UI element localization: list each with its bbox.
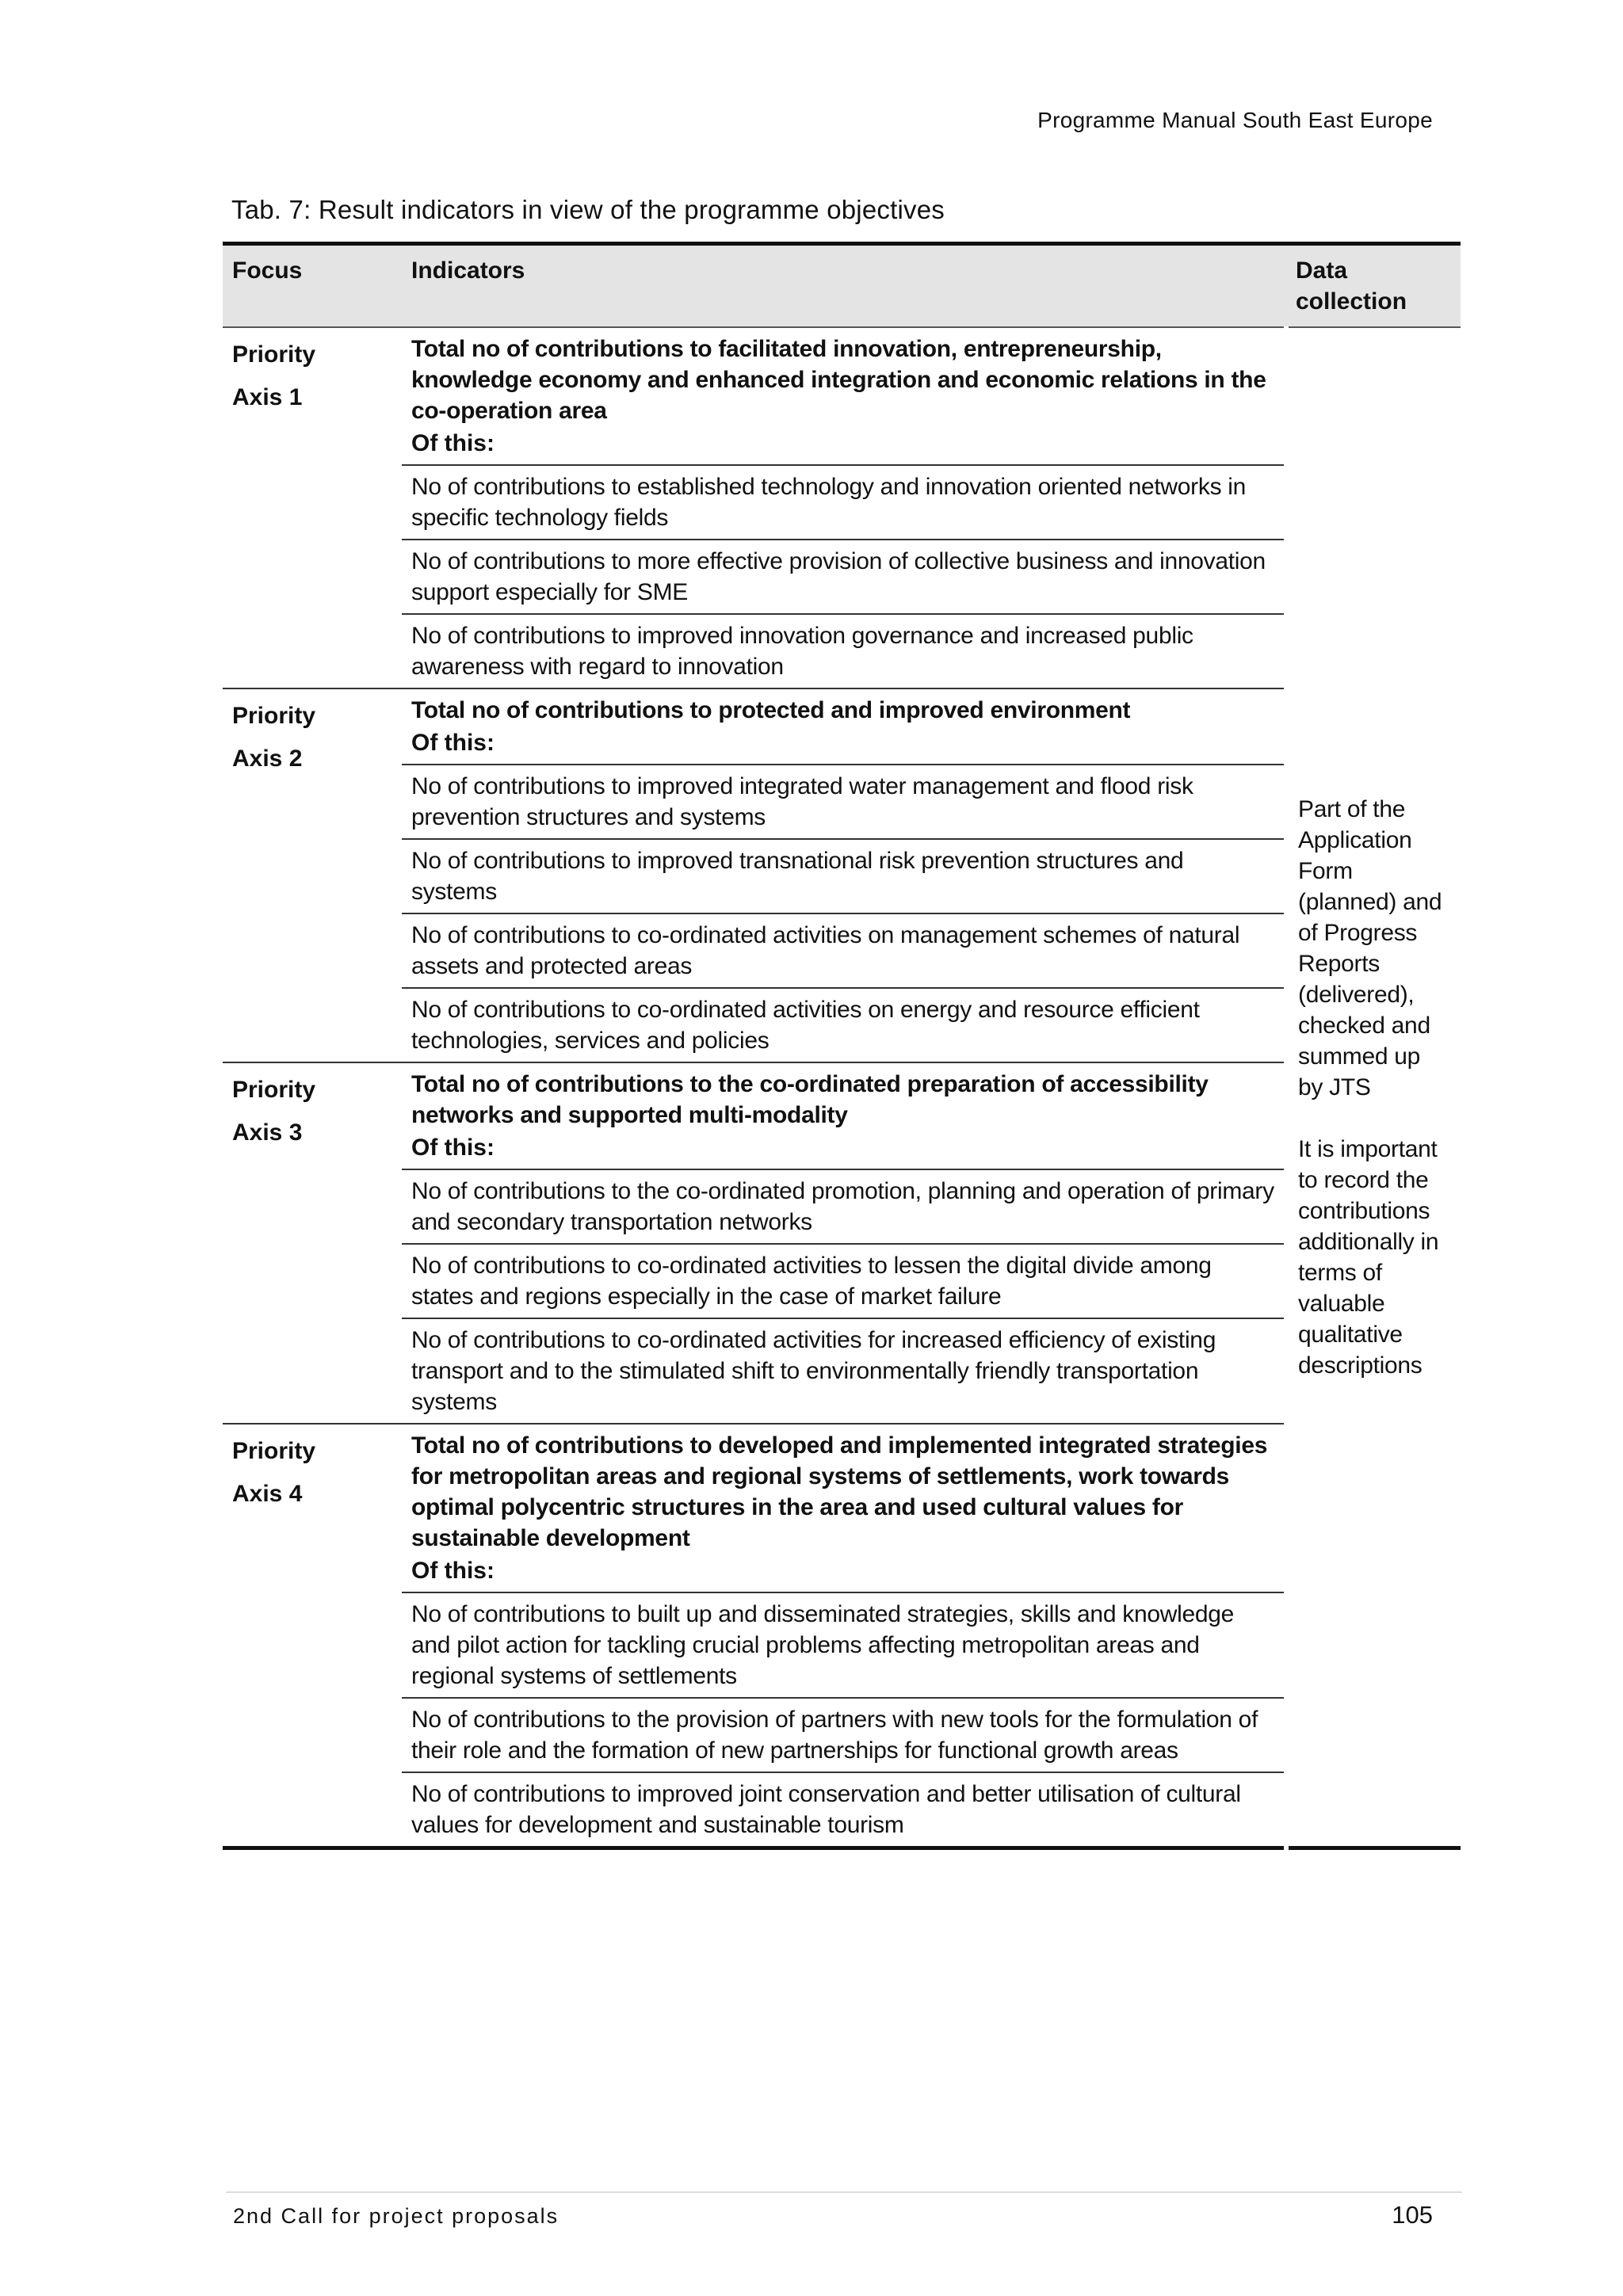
footer-divider bbox=[226, 2191, 1462, 2193]
total-indicator-axis-4: Total no of contributions to developed and implemented integrated strategies for metropolitan areas and regional systems of settlements, work towards optimal polycentric structures in the area and used cultural values for sustainable development bbox=[402, 1424, 1286, 1555]
focus-cell-axis-1 bbox=[223, 327, 402, 688]
table-row bbox=[223, 1062, 1461, 1132]
footer-document-title: 2nd Call for project proposals bbox=[233, 2204, 559, 2228]
indicator-item: No of contributions to improved integrated water management and flood risk prevention structures and systems bbox=[402, 765, 1286, 839]
indicator-item: No of contributions to improved innovation governance and increased public awareness with regard to innovation bbox=[402, 614, 1286, 688]
indicator-item: No of contributions to the co-ordinated promotion, planning and operation of primary and secondary transportation networks bbox=[402, 1169, 1286, 1244]
result-indicators-table bbox=[223, 242, 1461, 1850]
data-collection-cell bbox=[1286, 327, 1461, 1848]
table-row bbox=[223, 765, 1461, 839]
table-row bbox=[223, 1555, 1461, 1592]
table-row bbox=[223, 428, 1461, 465]
indicator-item: No of contributions to the provision of partners with new tools for the formulation of their role and the formation of new partnerships for functional growth areas bbox=[402, 1698, 1286, 1772]
table-row bbox=[223, 1592, 1461, 1698]
table-row bbox=[223, 614, 1461, 688]
page-number: 105 bbox=[1392, 2201, 1433, 2229]
table-row bbox=[223, 1424, 1461, 1555]
data-collection-text: Part of the Application Form (planned) and of Progress Reports (delivered), checked and summed up by JTS bbox=[1298, 795, 1442, 1100]
focus-cell-axis-2 bbox=[223, 688, 402, 1062]
total-indicator-axis-3: Total no of contributions to the co-ordinated preparation of accessibility networks and supported multi-modality bbox=[402, 1062, 1286, 1132]
table-row bbox=[223, 988, 1461, 1062]
focus-cell-axis-3 bbox=[223, 1062, 402, 1424]
of-this-label: Of this: bbox=[411, 1135, 495, 1161]
indicator-item: No of contributions to improved joint conservation and better utilisation of cultural values for development and sustainable tourism bbox=[402, 1772, 1286, 1848]
indicator-item: No of contributions to co-ordinated activities on management schemes of natural assets and protected areas bbox=[402, 913, 1286, 988]
table-row bbox=[223, 913, 1461, 988]
indicator-item: No of contributions to built up and disseminated strategies, skills and knowledge and pilot action for tackling crucial problems affecting metropolitan areas and regional systems of settlements bbox=[402, 1592, 1286, 1698]
table-header-row bbox=[223, 244, 1461, 328]
focus-priority-label: Priority bbox=[232, 703, 316, 729]
table-row bbox=[223, 688, 1461, 727]
indicator-item: No of contributions to co-ordinated activities to lessen the digital divide among states and regions especially in the case of market failure bbox=[402, 1244, 1286, 1318]
table-row bbox=[223, 327, 1461, 428]
table-row bbox=[223, 839, 1461, 913]
of-this-label: Of this: bbox=[411, 430, 495, 456]
column-header-focus: Focus bbox=[223, 244, 402, 328]
table-row bbox=[223, 1244, 1461, 1318]
table-row bbox=[223, 1169, 1461, 1244]
data-collection-note: It is important to record the contributions additionally in terms of valuable qualitative descriptions bbox=[1298, 1135, 1439, 1379]
total-indicator-axis-1: Total no of contributions to facilitated innovation, entrepreneurship, knowledge economy and enhanced integration and economic relations in the co-operation area bbox=[402, 327, 1286, 428]
total-indicator-axis-2: Total no of contributions to protected and improved environment bbox=[402, 688, 1286, 727]
of-this-label: Of this: bbox=[411, 730, 495, 756]
focus-priority-label: Priority bbox=[232, 341, 316, 368]
indicator-item: No of contributions to co-ordinated activities on energy and resource efficient technologies, services and policies bbox=[402, 988, 1286, 1062]
focus-priority-label: Priority bbox=[232, 1438, 316, 1464]
focus-axis-label: Axis 3 bbox=[232, 1119, 303, 1146]
focus-cell-axis-4 bbox=[223, 1424, 402, 1848]
focus-axis-label: Axis 1 bbox=[232, 384, 303, 410]
table-row bbox=[223, 727, 1461, 765]
focus-axis-label: Axis 4 bbox=[232, 1481, 303, 1507]
column-header-data-collection: Data collection bbox=[1286, 244, 1461, 328]
indicator-item: No of contributions to co-ordinated activities for increased efficiency of existing transport and to the stimulated shift to environmentally friendly transportation systems bbox=[402, 1318, 1286, 1424]
focus-axis-label: Axis 2 bbox=[232, 746, 303, 772]
table-caption: Tab. 7: Result indicators in view of the programme objectives bbox=[231, 195, 945, 224]
table-row bbox=[223, 1318, 1461, 1424]
indicator-item: No of contributions to improved transnational risk prevention structures and systems bbox=[402, 839, 1286, 913]
column-header-indicators: Indicators bbox=[402, 244, 1286, 328]
of-this-label: Of this: bbox=[411, 1558, 495, 1584]
focus-priority-label: Priority bbox=[232, 1077, 316, 1103]
table-row bbox=[223, 1698, 1461, 1772]
indicator-item: No of contributions to established technology and innovation oriented networks in specific technology fields bbox=[402, 465, 1286, 540]
indicator-item: No of contributions to more effective provision of collective business and innovation support especially for SME bbox=[402, 540, 1286, 614]
table-row bbox=[223, 465, 1461, 540]
running-header: Programme Manual South East Europe bbox=[1037, 108, 1433, 132]
table-row bbox=[223, 1132, 1461, 1169]
table-row bbox=[223, 540, 1461, 614]
table-row bbox=[223, 1772, 1461, 1848]
